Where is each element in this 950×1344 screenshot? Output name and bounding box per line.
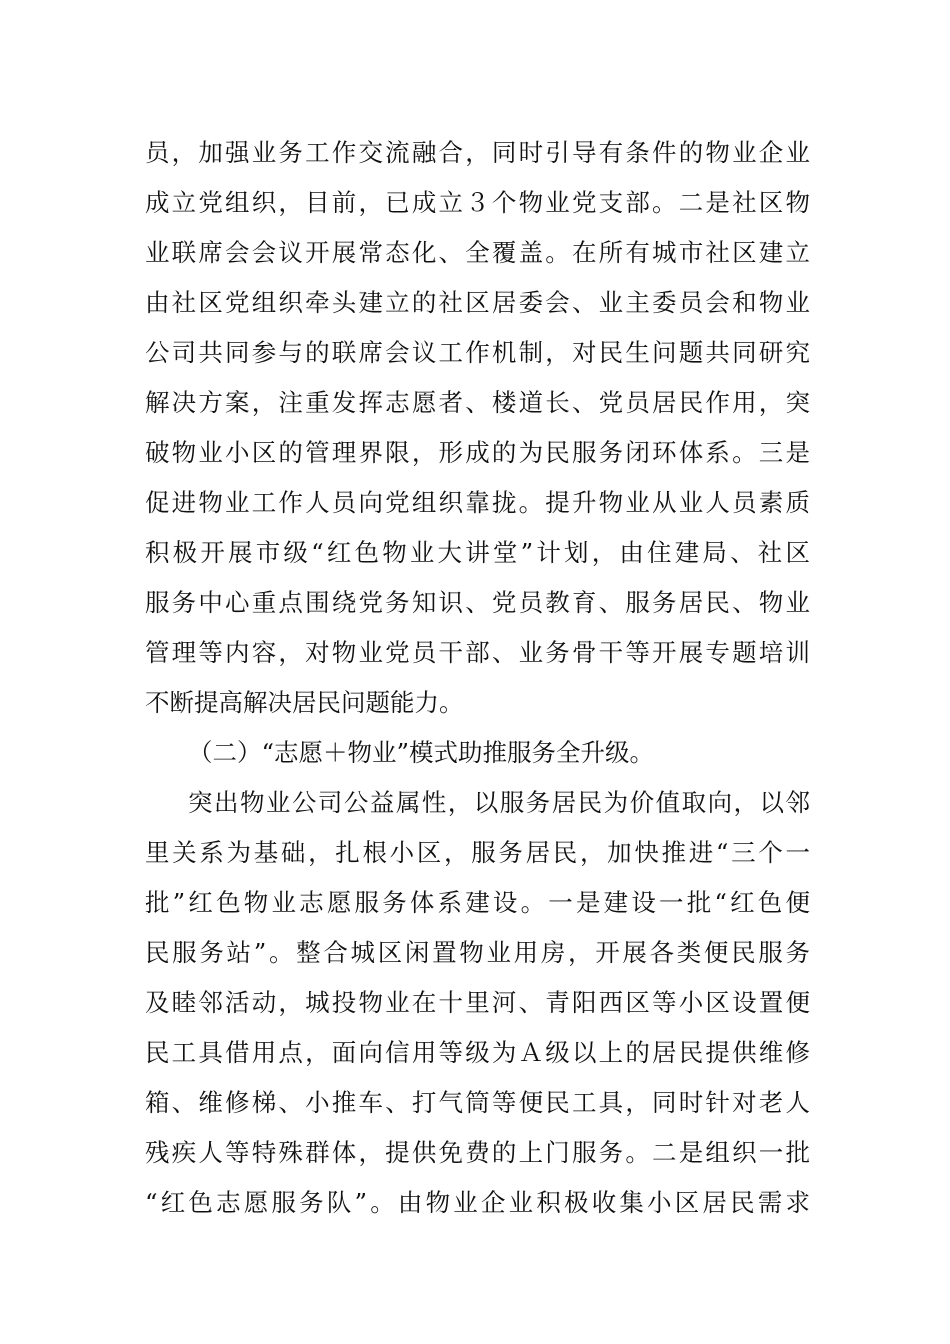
paragraph-line: 破物业小区的管理界限，形成的为民服务闭环体系。三是 xyxy=(145,438,810,467)
paragraph-line: 突出物业公司公益属性，以服务居民为价值取向，以邻 xyxy=(188,788,810,817)
paragraph-line: 管理等内容，对物业党员干部、业务骨干等开展专题培训 xyxy=(145,638,810,667)
paragraph-line: 箱、维修梯、小推车、打气筒等便民工具，同时针对老人 xyxy=(145,1088,810,1117)
paragraph-line: 服务中心重点围绕党务知识、党员教育、服务居民、物业 xyxy=(145,588,810,617)
paragraph-line: 业联席会会议开展常态化、全覆盖。在所有城市社区建立 xyxy=(145,238,810,267)
paragraph-line: 由社区党组织牵头建立的社区居委会、业主委员会和物业 xyxy=(145,288,810,317)
paragraph-line: 解决方案，注重发挥志愿者、楼道长、党员居民作用，突 xyxy=(145,388,810,417)
paragraph-line: 积极开展市级“红色物业大讲堂”计划，由住建局、社区 xyxy=(145,538,810,567)
paragraph-line: 里关系为基础，扎根小区，服务居民，加快推进“三个一 xyxy=(145,838,810,867)
section-heading: （二）“志愿＋物业”模式助推服务全升级。 xyxy=(188,738,655,767)
paragraph-line: 残疾人等特殊群体，提供免费的上门服务。二是组织一批 xyxy=(145,1138,810,1167)
paragraph-line: “红色志愿服务队”。由物业企业积极收集小区居民需求 xyxy=(145,1188,810,1217)
paragraph-line: 成立党组织，目前，已成立３个物业党支部。二是社区物 xyxy=(145,188,810,217)
paragraph-line: 不断提高解决居民问题能力。 xyxy=(145,688,464,717)
paragraph-line: 促进物业工作人员向党组织靠拢。提升物业从业人员素质 xyxy=(145,488,810,517)
paragraph-line: 及睦邻活动，城投物业在十里河、青阳西区等小区设置便 xyxy=(145,988,810,1017)
paragraph-line: 民工具借用点，面向信用等级为Ａ级以上的居民提供维修 xyxy=(145,1038,810,1067)
paragraph-line: 公司共同参与的联席会议工作机制，对民生问题共同研究 xyxy=(145,338,810,367)
paragraph-line: 民服务站”。整合城区闲置物业用房，开展各类便民服务 xyxy=(145,938,810,967)
paragraph-line: 员，加强业务工作交流融合，同时引导有条件的物业企业 xyxy=(145,138,810,167)
paragraph-line: 批”红色物业志愿服务体系建设。一是建设一批“红色便 xyxy=(145,888,810,917)
